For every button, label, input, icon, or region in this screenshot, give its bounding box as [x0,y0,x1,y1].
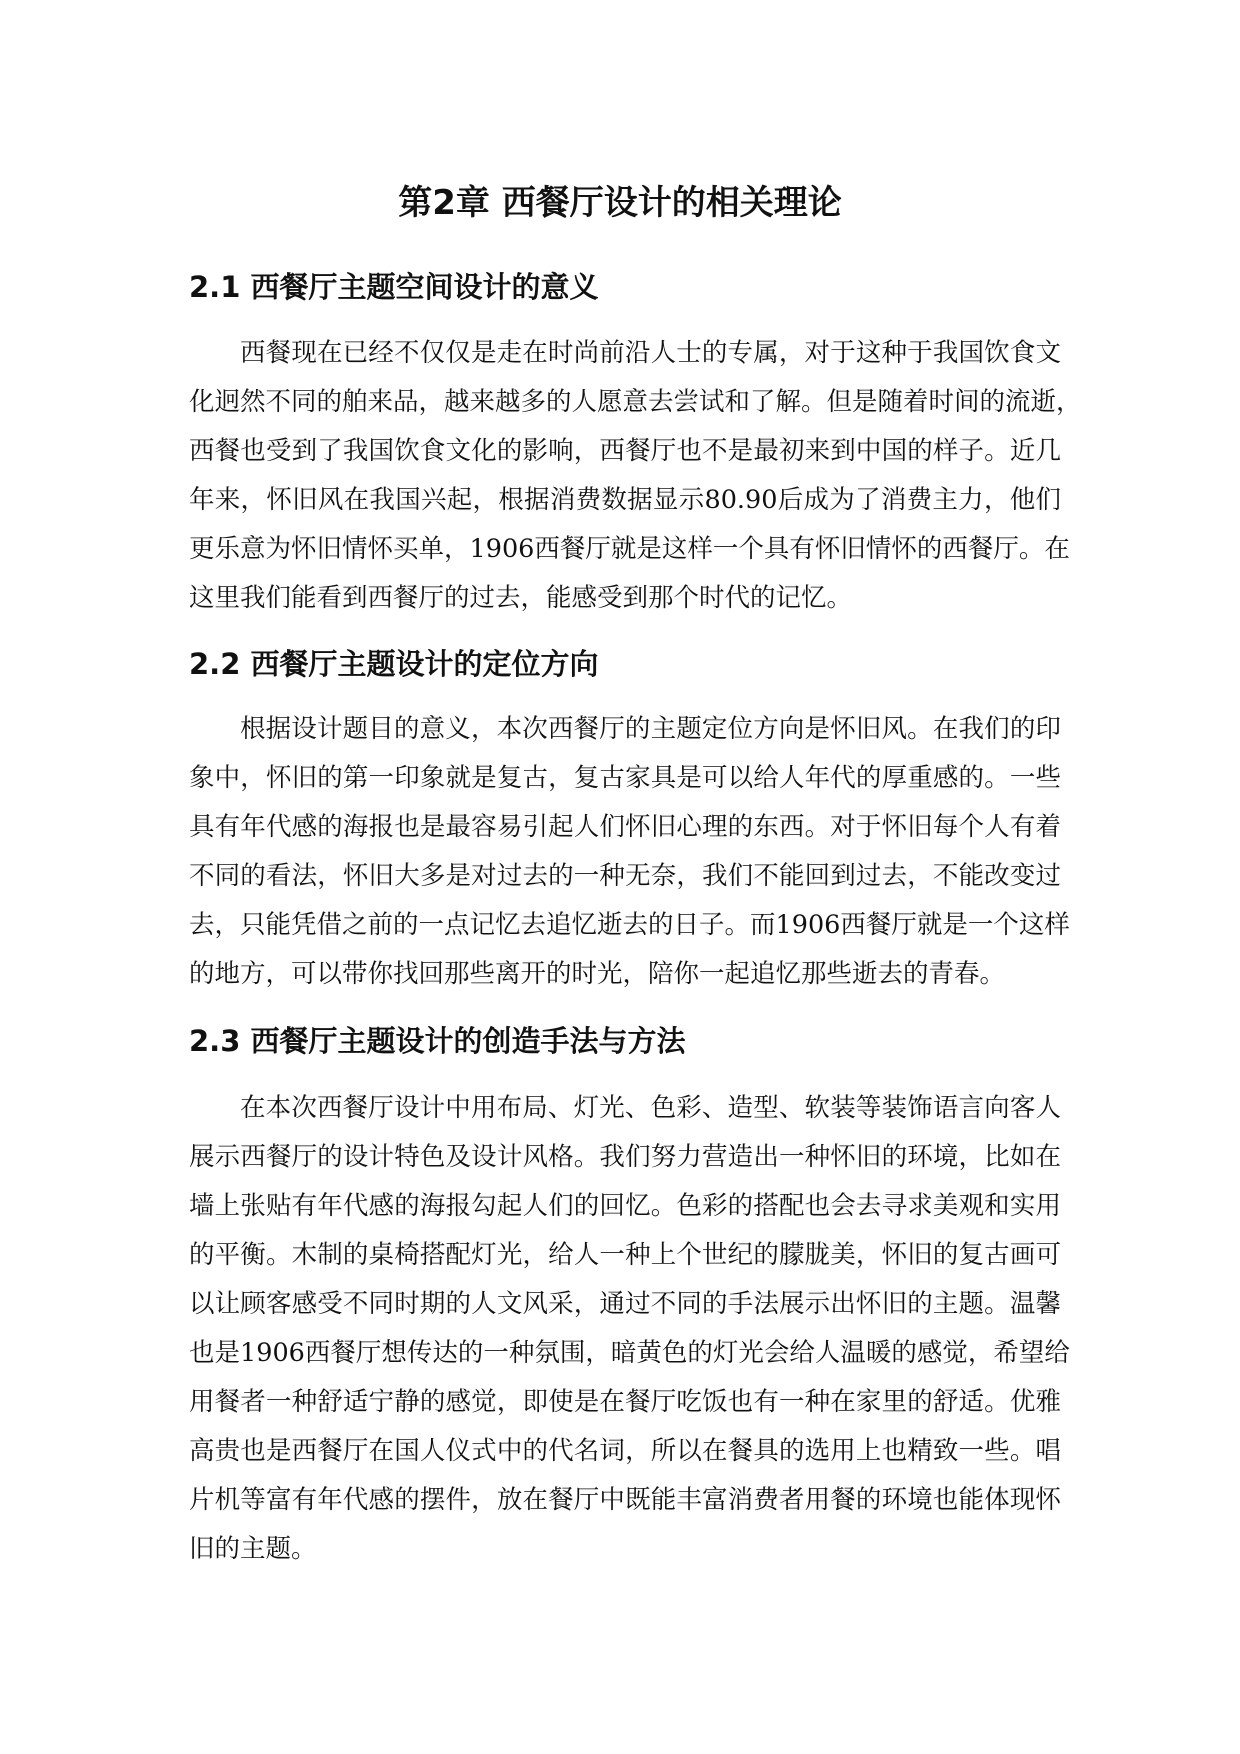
paragraph-line: 也是1906西餐厅想传达的一种氛围，暗黄色的灯光会给人温暖的感觉，希望给 [189,1338,1070,1368]
paragraph-line: 高贵也是西餐厅在国人仪式中的代名词，所以在餐具的选用上也精致一些。唱 [189,1436,1061,1466]
paragraph-line: 西餐现在已经不仅仅是走在时尚前沿人士的专属，对于这种于我国饮食文 [240,338,1061,368]
paragraph-line: 的平衡。木制的桌椅搭配灯光，给人一种上个世纪的朦胧美，怀旧的复古画可 [189,1240,1061,1270]
paragraph-line: 具有年代感的海报也是最容易引起人们怀旧心理的东西。对于怀旧每个人有着 [189,812,1061,842]
paragraph-line: 根据设计题目的意义，本次西餐厅的主题定位方向是怀旧风。在我们的印 [240,714,1061,744]
paragraph-line: 化迥然不同的舶来品，越来越多的人愿意去尝试和了解。但是随着时间的流逝， [189,387,1082,417]
paragraph-line: 展示西餐厅的设计特色及设计风格。我们努力营造出一种怀旧的环境，比如在 [189,1142,1061,1172]
paragraph-line: 西餐也受到了我国饮食文化的影响，西餐厅也不是最初来到中国的样子。近几 [189,436,1061,466]
chapter-title: 第2章 西餐厅设计的相关理论 [398,183,842,223]
paragraph-line: 这里我们能看到西餐厅的过去，能感受到那个时代的记忆。 [189,583,853,613]
paragraph-line: 在本次西餐厅设计中用布局、灯光、色彩、造型、软装等装饰语言向客人 [240,1093,1061,1123]
paragraph-line: 片机等富有年代感的摆件，放在餐厅中既能丰富消费者用餐的环境也能体现怀 [189,1485,1061,1515]
section-heading-2-3: 2.3 西餐厅主题设计的创造手法与方法 [189,1024,686,1058]
section-heading-2-1: 2.1 西餐厅主题空间设计的意义 [189,270,599,304]
paragraph-line: 的地方，可以带你找回那些离开的时光，陪你一起追忆那些逝去的青春。 [189,959,1006,989]
paragraph-line: 不同的看法，怀旧大多是对过去的一种无奈，我们不能回到过去，不能改变过 [189,861,1061,891]
paragraph-line: 象中，怀旧的第一印象就是复古，复古家具是可以给人年代的厚重感的。一些 [189,763,1061,793]
section-2-3-paragraph [189,1084,1070,1574]
paragraph-line: 墙上张贴有年代感的海报勾起人们的回忆。色彩的搭配也会去寻求美观和实用 [189,1191,1061,1221]
paragraph-line: 旧的主题。 [189,1534,317,1564]
paragraph-line: 用餐者一种舒适宁静的感觉，即使是在餐厅吃饭也有一种在家里的舒适。优雅 [189,1387,1061,1417]
paragraph-line: 以让顾客感受不同时期的人文风采，通过不同的手法展示出怀旧的主题。温馨 [189,1289,1061,1319]
section-2-2-paragraph [189,705,1070,999]
paragraph-line: 年来，怀旧风在我国兴起，根据消费数据显示80.90后成为了消费主力，他们 [189,485,1061,515]
section-heading-2-2: 2.2 西餐厅主题设计的定位方向 [189,647,599,681]
section-2-1-paragraph [189,329,1082,623]
paragraph-line: 去，只能凭借之前的一点记忆去追忆逝去的日子。而1906西餐厅就是一个这样 [189,910,1070,940]
paragraph-line: 更乐意为怀旧情怀买单，1906西餐厅就是这样一个具有怀旧情怀的西餐厅。在 [189,534,1070,564]
